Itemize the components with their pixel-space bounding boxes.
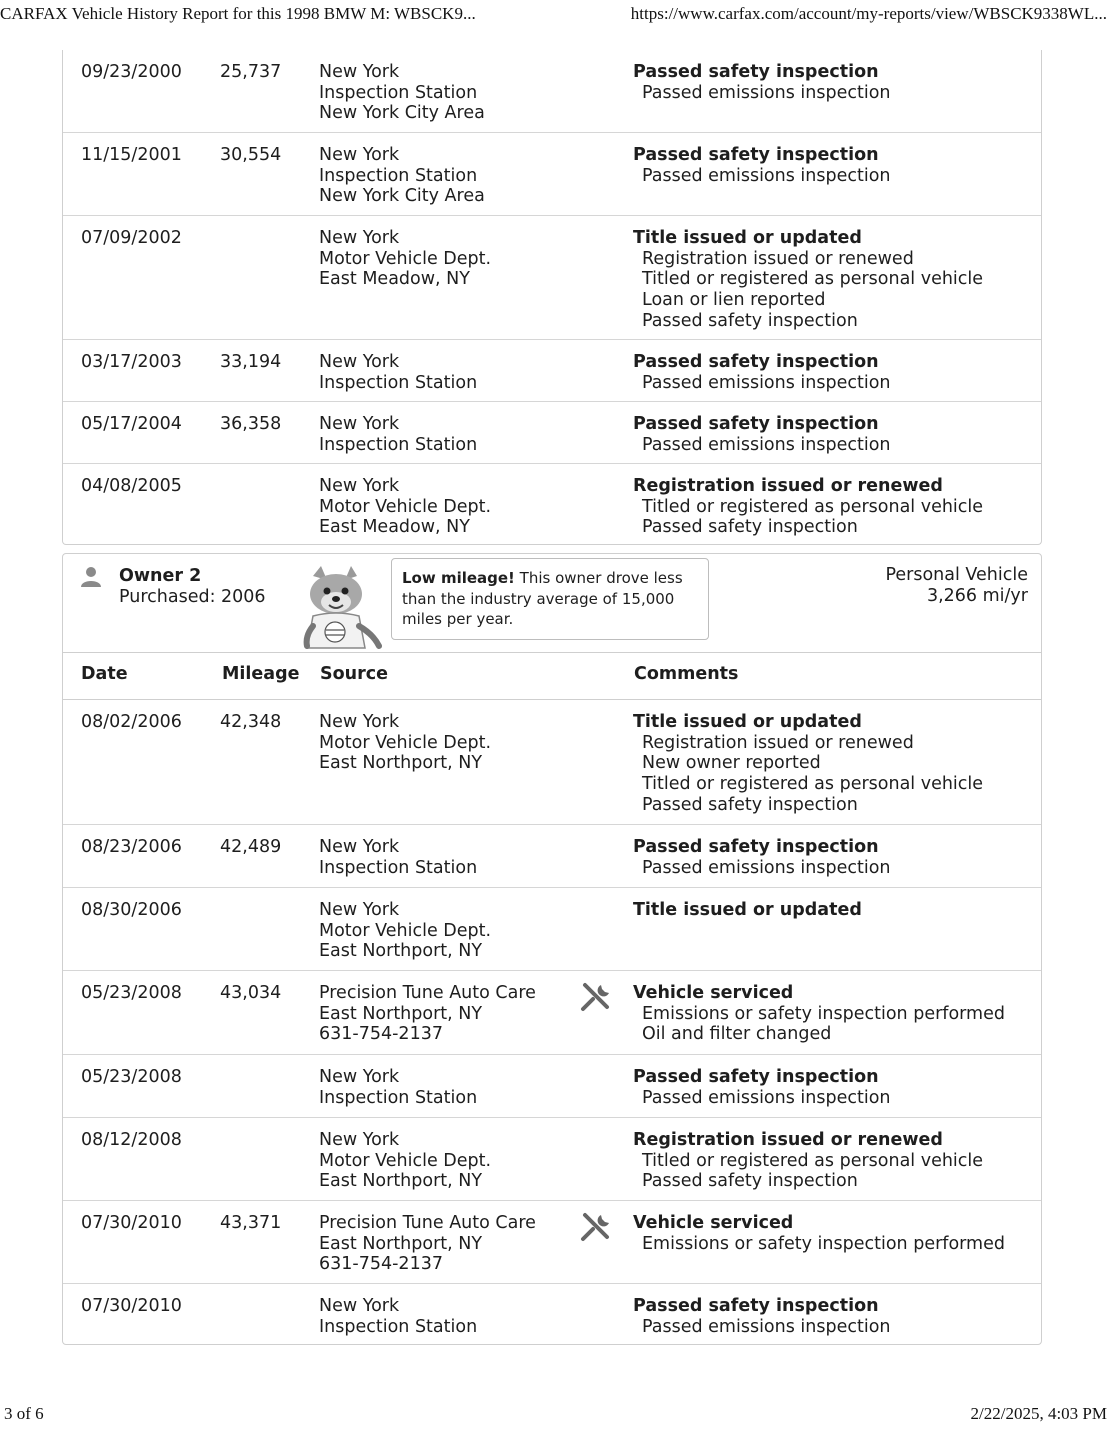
record-source [319,1067,477,1108]
record-date: 09/23/2000 [81,62,182,82]
source-line: New York [319,837,400,857]
comment-head: Title issued or updated [633,228,862,248]
source-line: New York [319,352,400,372]
comment-item: Titled or registered as personal vehicle [642,774,984,795]
record-source [319,414,477,455]
record-source [319,352,477,393]
comment-head: Registration issued or renewed [633,1130,943,1150]
comment-head: Passed safety inspection [633,62,879,82]
comment-head: Passed safety inspection [633,352,879,372]
record-comments [633,983,1005,1045]
comment-item: Loan or lien reported [642,290,826,311]
low-mileage-callout [391,558,709,640]
source-line: Motor Vehicle Dept. [319,1150,492,1171]
table-row [63,464,1041,548]
table-row [63,340,1041,402]
record-source [319,983,536,1045]
record-date: 07/30/2010 [81,1213,182,1233]
carfox-mascot-icon [295,564,383,654]
record-comments [633,1213,1005,1254]
table-row [63,133,1041,216]
record-source [319,1213,536,1275]
comment-item: Passed emissions inspection [642,372,891,393]
record-mileage: 42,348 [220,712,282,732]
owner-miles-per-year: 3,266 mi/yr [926,586,1028,606]
source-line: New York [319,414,400,434]
source-line: Motor Vehicle Dept. [319,732,492,753]
source-line: New York [319,900,400,920]
record-comments [633,352,891,393]
comment-head: Registration issued or renewed [633,476,943,496]
comment-item: Registration issued or renewed [642,732,914,753]
col-date: Date [81,664,128,684]
record-date: 08/23/2006 [81,837,182,857]
record-source [319,228,491,290]
record-source [319,1130,491,1192]
record-date: 07/09/2002 [81,228,182,248]
table-header [63,652,1041,700]
record-comments [633,62,891,103]
record-mileage: 43,034 [220,983,282,1003]
source-line: New York City Area [319,103,485,124]
source-line: New York City Area [319,186,485,207]
comment-item: Passed safety inspection [642,517,858,538]
comment-item: Passed safety inspection [642,310,858,331]
comment-head: Passed safety inspection [633,414,879,434]
source-line: Inspection Station [319,857,478,878]
source-line: Precision Tune Auto Care [319,983,536,1003]
source-line: East Meadow, NY [319,517,470,538]
source-line: 631-754-2137 [319,1254,443,1275]
comment-item: Passed emissions inspection [642,1087,891,1108]
comment-head: Vehicle serviced [633,1213,794,1233]
comment-item: Passed emissions inspection [642,434,891,455]
record-source [319,476,491,538]
table-row [63,700,1041,825]
owner2-history-card [62,553,1042,1345]
comment-item: Oil and filter changed [642,1024,832,1045]
comment-head: Title issued or updated [633,900,862,920]
record-comments [633,476,983,538]
comment-item: Passed emissions inspection [642,165,891,186]
table-row [63,1118,1041,1201]
source-line: New York [319,1296,400,1316]
print-datetime: 2/22/2025, 4:03 PM [970,1404,1107,1423]
source-line: East Meadow, NY [319,269,470,290]
comment-head: Passed safety inspection [633,837,879,857]
record-date: 05/17/2004 [81,414,182,434]
owner2-header [63,554,1041,653]
comment-item: Emissions or safety inspection performed [642,1003,1005,1024]
comment-item: Titled or registered as personal vehicle [642,496,984,517]
owner-title: Owner 2 [119,566,202,586]
source-line: Motor Vehicle Dept. [319,496,492,517]
table-row [63,1055,1041,1118]
comment-item: Passed emissions inspection [642,857,891,878]
source-line: New York [319,228,400,248]
comment-item: Titled or registered as personal vehicle [642,269,984,290]
record-mileage: 43,371 [220,1213,282,1233]
source-line: East Northport, NY [319,1233,483,1254]
record-comments [633,837,891,878]
comment-item: Titled or registered as personal vehicle [642,1150,984,1171]
source-line: East Northport, NY [319,1171,483,1192]
source-line: Inspection Station [319,1087,478,1108]
comment-item: New owner reported [642,753,821,774]
source-line: Inspection Station [319,434,478,455]
source-line: Inspection Station [319,82,478,103]
comment-item: Passed emissions inspection [642,1316,891,1337]
owner-purchased: Purchased: 2006 [119,587,266,607]
source-line: East Northport, NY [319,1003,483,1024]
page-number: 3 of 6 [4,1404,44,1423]
record-comments [633,712,983,816]
comment-head: Vehicle serviced [633,983,794,1003]
record-source [319,145,485,207]
table-row [63,1284,1041,1346]
owner2-records [63,700,1041,1346]
source-line: Inspection Station [319,1316,478,1337]
comment-head: Passed safety inspection [633,145,879,165]
person-icon [81,566,101,588]
record-date: 08/30/2006 [81,900,182,920]
owner1-history-card [62,50,1042,545]
table-row [63,50,1041,133]
comment-item: Passed safety inspection [642,1171,858,1192]
record-source [319,1296,477,1337]
record-comments [633,1296,891,1337]
source-line: 631-754-2137 [319,1024,443,1045]
record-date: 08/12/2008 [81,1130,182,1150]
comment-item: Registration issued or renewed [642,248,914,269]
owner-vehicle-type: Personal Vehicle [885,565,1028,585]
source-line: Inspection Station [319,372,478,393]
record-source [319,712,491,774]
record-mileage: 33,194 [220,352,282,372]
print-header-url: https://www.carfax.com/account/my-reports/view/WBSCK9338WL... [630,4,1107,23]
comment-head: Title issued or updated [633,712,862,732]
comment-head: Passed safety inspection [633,1296,879,1316]
source-line: Motor Vehicle Dept. [319,248,492,269]
col-source: Source [320,664,388,684]
source-line: Motor Vehicle Dept. [319,920,492,941]
record-source [319,900,491,962]
comment-head: Passed safety inspection [633,1067,879,1087]
source-line: New York [319,712,400,732]
record-comments [633,900,862,921]
callout-text: This owner drove less than the industry average of 15,000 miles per year. [402,569,683,628]
table-row [63,825,1041,888]
record-comments [633,228,983,332]
print-header-title: CARFAX Vehicle History Report for this 1998 BMW M: WBSCK9... [0,4,476,23]
print-header [0,4,1113,28]
record-date: 08/02/2006 [81,712,182,732]
source-line: New York [319,62,400,82]
source-line: New York [319,1130,400,1150]
record-comments [633,1130,983,1192]
comment-item: Emissions or safety inspection performed [642,1233,1005,1254]
source-line: Inspection Station [319,165,478,186]
record-source [319,837,477,878]
record-date: 05/23/2008 [81,983,182,1003]
table-row [63,971,1041,1055]
record-date: 03/17/2003 [81,352,182,372]
source-line: East Northport, NY [319,941,483,962]
record-comments [633,145,891,186]
source-line: Precision Tune Auto Care [319,1213,536,1233]
table-row [63,1201,1041,1284]
source-line: New York [319,476,400,496]
source-line: New York [319,1067,400,1087]
record-mileage: 36,358 [220,414,282,434]
record-mileage: 30,554 [220,145,282,165]
wrench-screwdriver-icon [579,1211,613,1245]
comment-item: Passed emissions inspection [642,82,891,103]
record-source [319,62,485,124]
source-line: New York [319,145,400,165]
callout-bold: Low mileage! [402,569,515,587]
comment-item: Passed safety inspection [642,794,858,815]
record-comments [633,414,891,455]
table-row [63,888,1041,971]
record-mileage: 25,737 [220,62,282,82]
record-date: 11/15/2001 [81,145,182,165]
record-date: 07/30/2010 [81,1296,182,1316]
record-mileage: 42,489 [220,837,282,857]
record-date: 04/08/2005 [81,476,182,496]
table-row [63,402,1041,464]
table-row [63,216,1041,340]
record-comments [633,1067,891,1108]
print-footer [0,1404,1113,1428]
source-line: East Northport, NY [319,753,483,774]
wrench-screwdriver-icon [579,981,613,1015]
col-comments: Comments [634,664,739,684]
col-mileage: Mileage [222,664,300,684]
record-date: 05/23/2008 [81,1067,182,1087]
owner1-records [63,50,1041,548]
